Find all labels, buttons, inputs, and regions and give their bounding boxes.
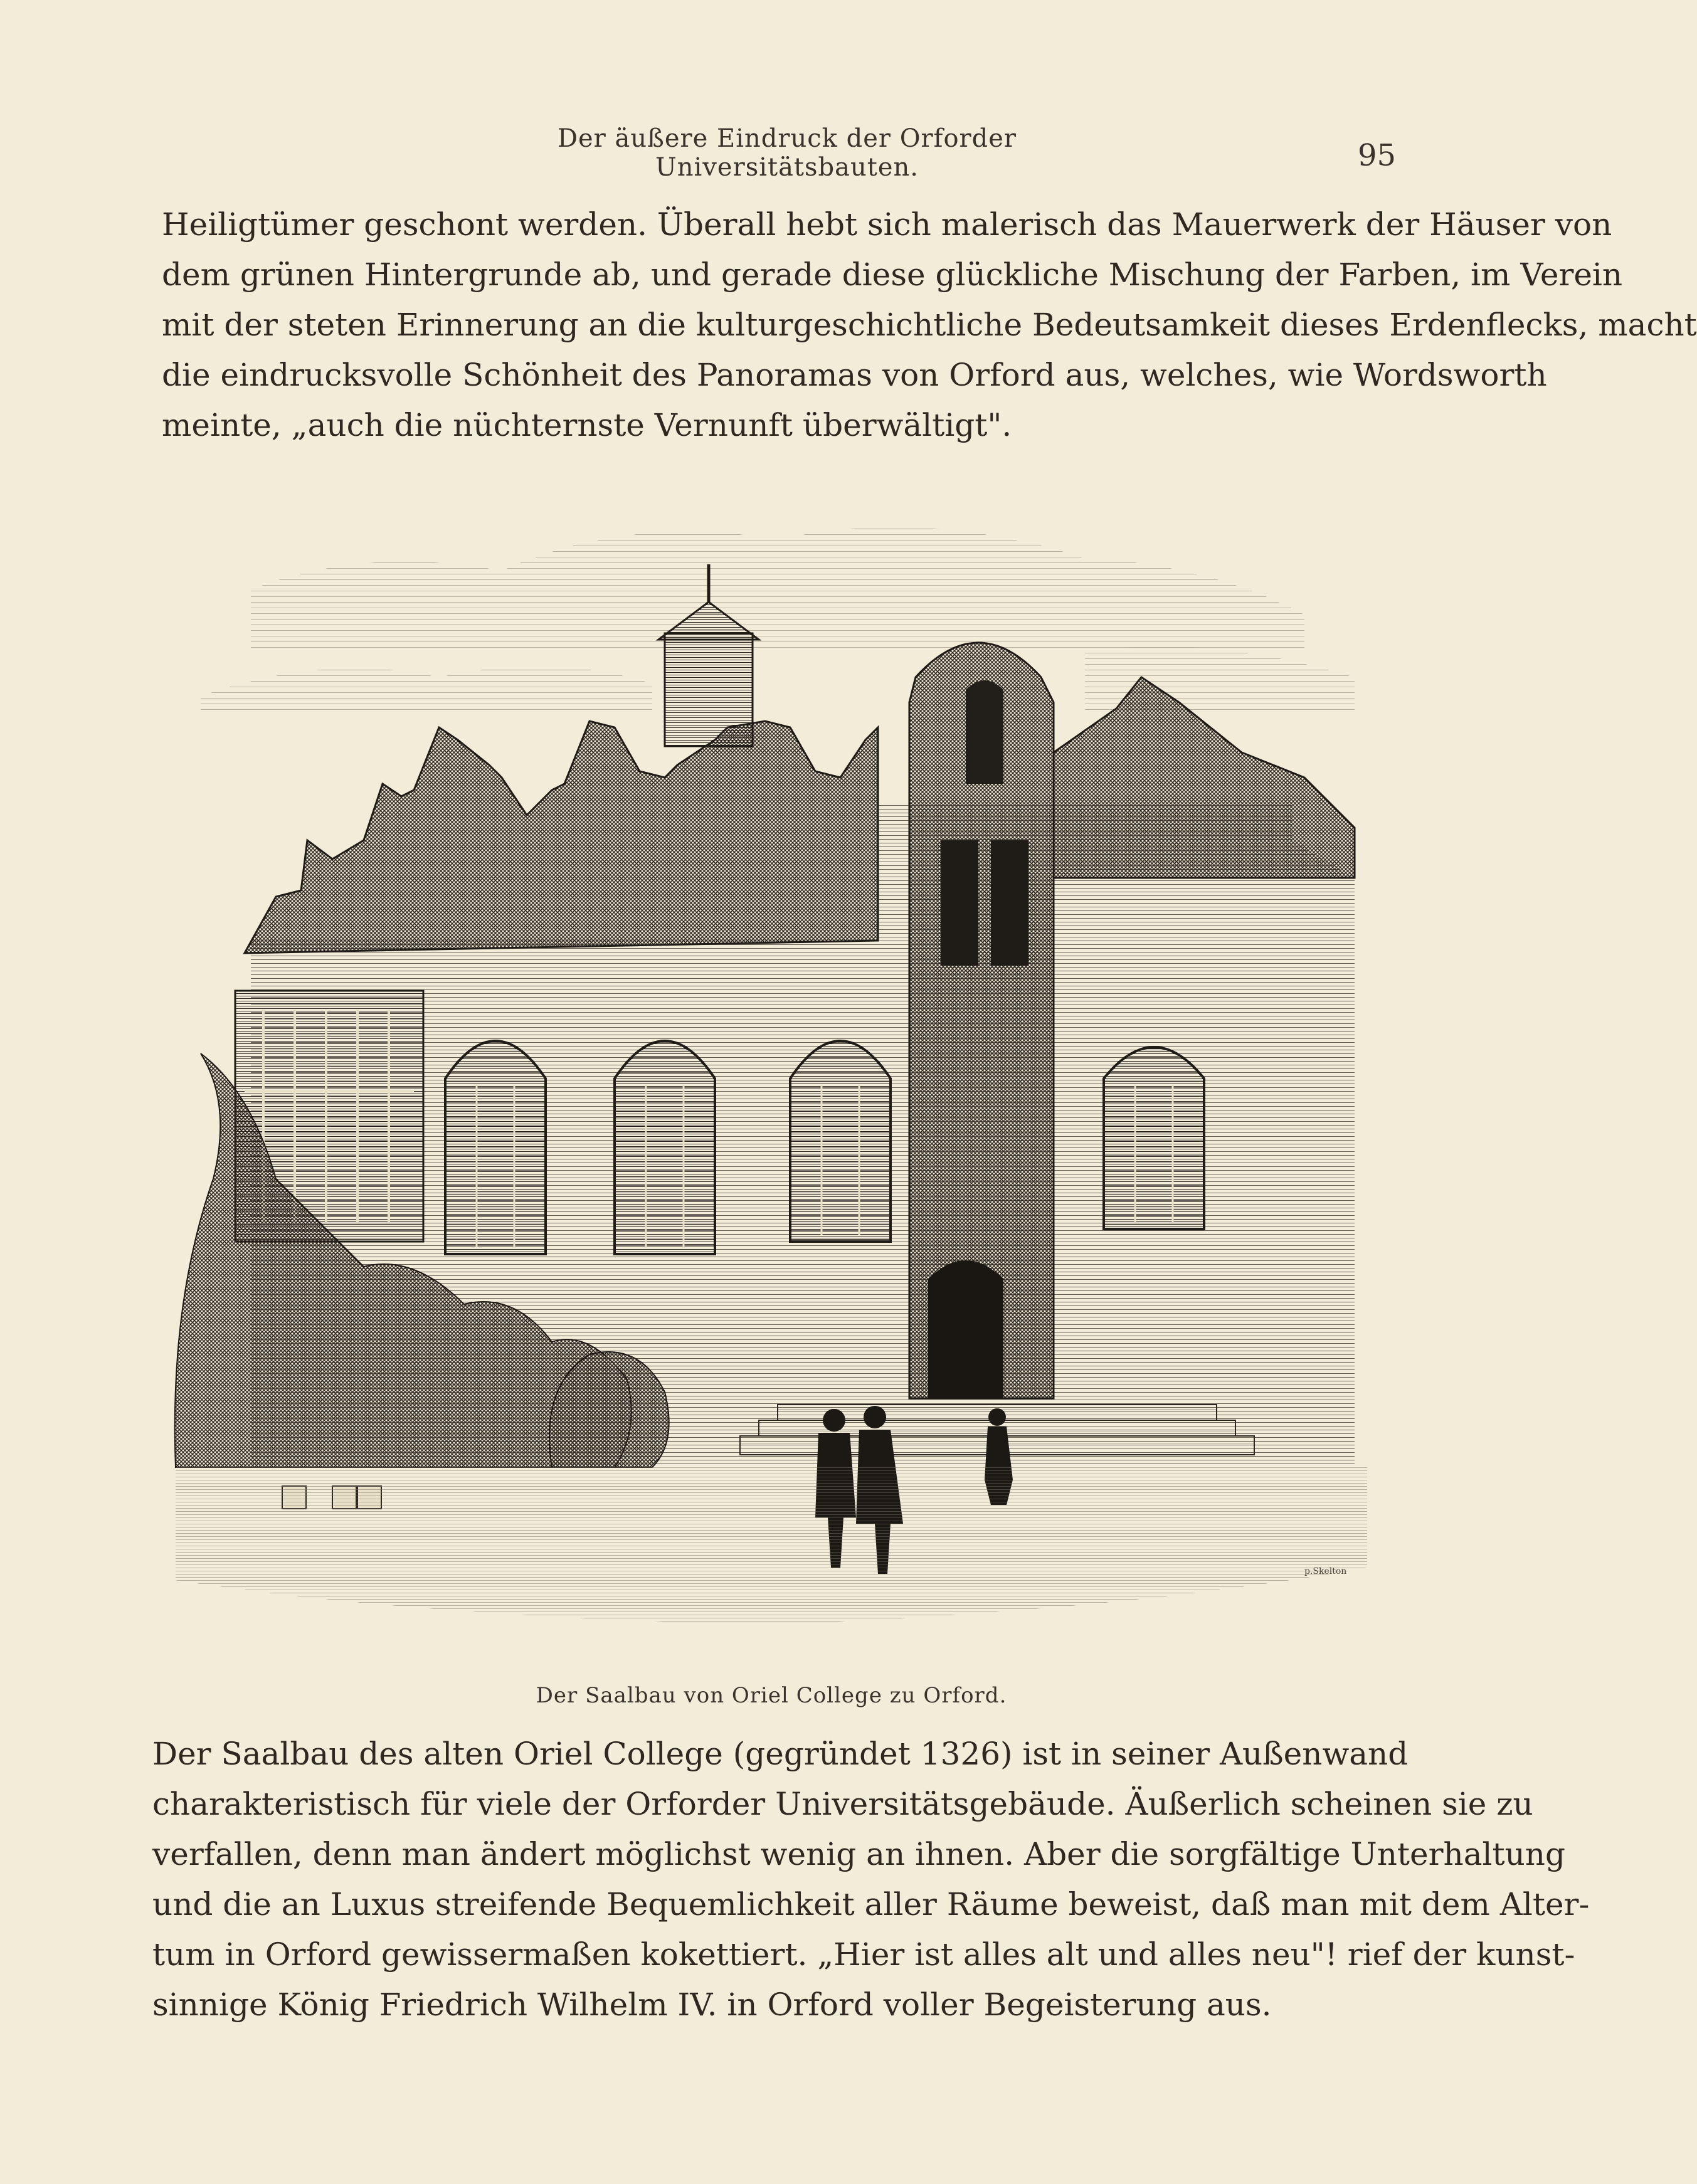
figure-caption: Der Saalbau von Oriel College zu Orford. <box>536 1683 1007 1708</box>
text-line: charakteristisch für viele der Orforder Universitätsgebäude. Äußerlich scheinen sie zu <box>152 1786 1533 1822</box>
text-line: die eindrucksvolle Schönheit des Panoramas von Orford aus, welches, wie Wordsworth <box>162 357 1547 393</box>
engraver-signature: p.Skelton <box>1304 1566 1347 1576</box>
running-head: Der äußere Eindruck der Orforder Universitätsbauten. <box>557 124 1017 182</box>
courtyard-ground <box>176 1467 1367 1624</box>
text-line: verfallen, denn man ändert möglichst wenig an ihnen. Aber die sorgfältige Unterhaltung <box>152 1836 1566 1872</box>
paragraph-top <box>162 199 1697 450</box>
page-number: 95 <box>1358 138 1397 173</box>
text-line: meinte, „auch die nüchternste Vernunft überwältigt". <box>162 407 1012 443</box>
text-line: Heiligtümer geschont werden. Überall hebt sich malerisch das Mauerwerk der Häuser von <box>162 206 1612 243</box>
sky-clouds <box>201 527 1355 715</box>
text-line: sinnige König Friedrich Wilhelm IV. in Orford voller Begeisterung aus. <box>152 1986 1272 2023</box>
paragraph-bottom <box>152 1729 1590 2030</box>
engraving-illustration <box>176 489 1367 1643</box>
text-line: tum in Orford gewissermaßen kokettiert. „Hier ist alles alt und alles neu"! rief der kunst- <box>152 1936 1575 1973</box>
text-line: und die an Luxus streifende Bequemlichkeit aller Räume beweist, daß man mit dem Alter- <box>152 1886 1590 1923</box>
text-line: Der Saalbau des alten Oriel College (gegründet 1326) ist in seiner Außenwand <box>152 1736 1409 1772</box>
text-line: mit der steten Erinnerung an die kulturgeschichtliche Bedeutsamkeit dieses Erdenflecks, macht <box>162 307 1697 343</box>
text-line: dem grünen Hintergrunde ab, und gerade diese glückliche Mischung der Farben, im Verein <box>162 256 1623 293</box>
